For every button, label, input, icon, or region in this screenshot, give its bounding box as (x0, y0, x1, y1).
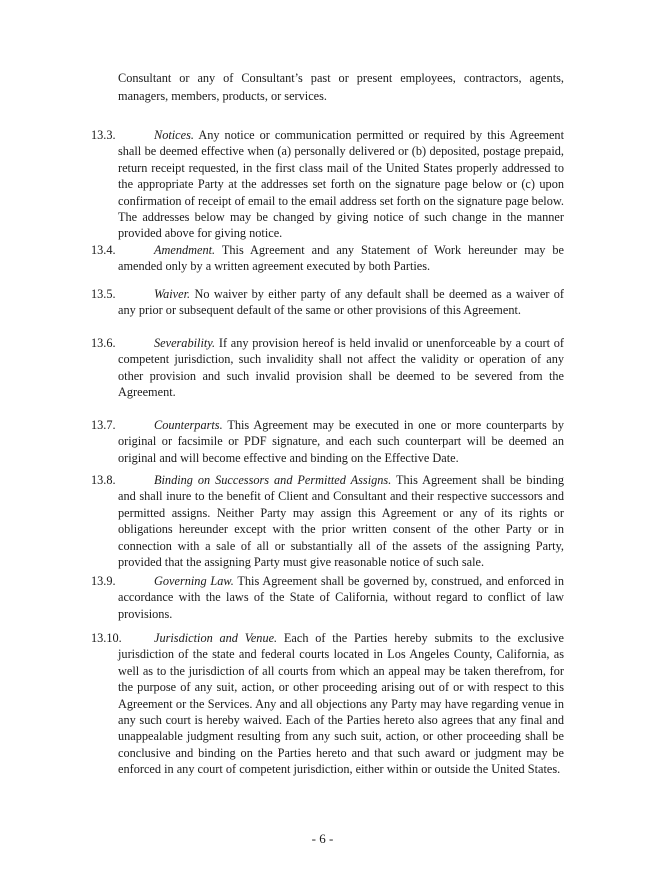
section-13-6 (91, 335, 564, 401)
section-body: This Agreement shall be binding and shall inure to the benefit of Client and Consultant and their respective successors and permitted assigns. Neither Party may assign this Agreement or any of its rights or obligations hereunder except with the prior written consent of the other Party or in connection with a sale of all or substantially all of the assets of the assigning Party, provided that the assigning Party must give reasonable notice of such sale. (118, 473, 565, 570)
section-heading: Binding on Successors and Permitted Assigns. (154, 473, 392, 487)
section-body: Each of the Parties hereby submits to the exclusive jurisdiction of the state and federal courts located in Los Angeles County, California, as well as to the jurisdiction of all courts from which an appeal may be taken therefrom, for the purpose of any suit, action, or other proceeding arising out of or with respect to this Agreement or the Services. Any and all objections any Party may have regarding venue in any such court is hereby waived. Each of the Parties hereto also agrees that any final and unappealable judgment resulting from any such suit, action, or other proceeding shall be conclusive and binding on the Parties hereto and that such award or judgment may be enforced in any court of competent jurisdiction, either within or outside the United States. (118, 631, 565, 777)
section-number: 13.6. (91, 336, 116, 350)
section-body: If any provision hereof is held invalid or unenforceable by a court of competent jurisdiction, such invalidity shall not affect the validity or operation of any other provision and such invalid provision shall be deemed to be severed from the Agreement. (118, 336, 564, 400)
section-body: This Agreement and any Statement of Work hereunder may be amended only by a written agreement executed by both Parties. (118, 243, 564, 274)
section-13-4 (91, 242, 564, 275)
section-heading: Notices. (154, 128, 194, 142)
section-13-8 (91, 472, 565, 570)
section-number: 13.4. (91, 243, 116, 257)
section-body: Any notice or communication permitted or required by this Agreement shall be deemed effective when (a) personally delivered or (b) deposited, postage prepaid, return receipt requested, in the first class mail of the United States properly addressed to the appropriate Party at the addresses set forth on the signature page below or (c) upon confirmation of receipt of email to the email address set forth on the signature page below. The addresses below may be changed by giving notice of such change in the manner provided above for giving notice. (118, 128, 564, 241)
section-number: 13.10. (91, 631, 122, 645)
page-number: - 6 - (311, 831, 334, 846)
section-number: 13.9. (91, 574, 116, 588)
section-heading: Governing Law. (154, 574, 234, 588)
section-13-5 (91, 286, 565, 319)
section-heading: Counterparts. (154, 418, 223, 432)
section-body: This Agreement may be executed in one or more counterparts by original or facsimile or PDF signature, and each such counterpart will be deemed an original and will become effective and binding on the Effective Date. (118, 418, 564, 465)
section-body: This Agreement shall be governed by, construed, and enforced in accordance with the laws of the State of California, without regard to conflict of law provisions. (118, 574, 564, 621)
section-heading: Amendment. (154, 243, 216, 257)
section-number: 13.8. (91, 473, 116, 487)
section-number: 13.5. (91, 287, 116, 301)
section-13-10 (91, 630, 565, 778)
section-body: No waiver by either party of any default shall be deemed as a waiver of any prior or subsequent default of the same or other provisions of this Agreement. (118, 287, 565, 318)
section-heading: Severability. (154, 336, 216, 350)
section-heading: Jurisdiction and Venue. (154, 631, 278, 645)
section-heading: Waiver. (154, 287, 191, 301)
section-number: 13.7. (91, 418, 116, 432)
section-13-7 (91, 417, 564, 466)
section-number: 13.3. (91, 128, 116, 142)
section-13-9 (91, 573, 564, 622)
section-13-3 (91, 127, 564, 242)
intro-paragraph: Consultant or any of Consultant’s past or present employees, contractors, agents, managers, members, products, or services. (118, 71, 564, 103)
